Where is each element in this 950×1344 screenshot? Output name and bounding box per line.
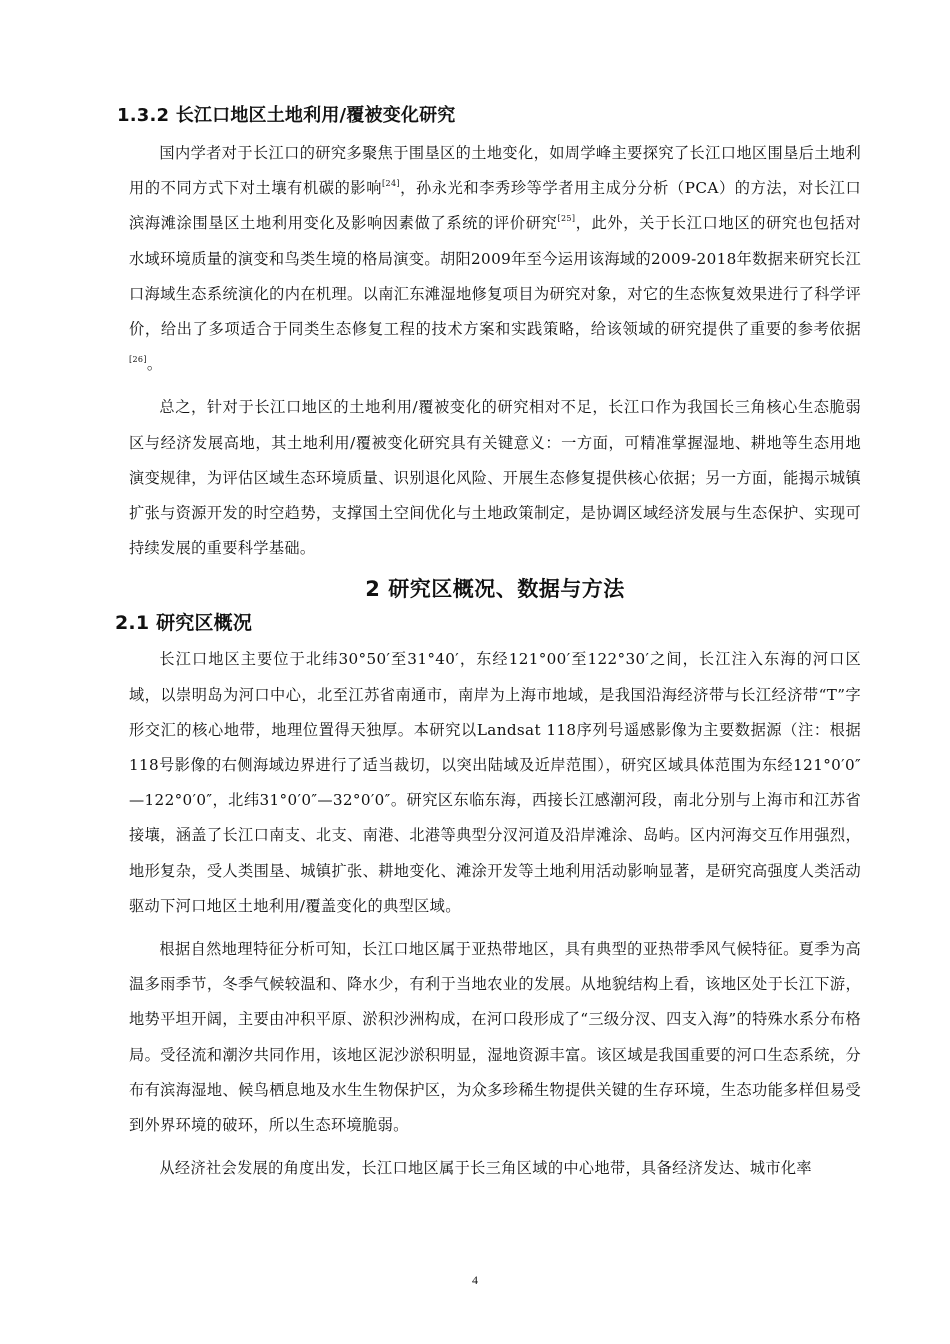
paragraph-text: 国内学者对于长江口的研究多聚焦于围垦区的土地变化，如周学峰主要探究了长江口地区围垦后土地利用的不同方式下对土壤有机碳的影响 xyxy=(129,144,861,198)
paragraph-socioeconomic: 从经济社会发展的角度出发，长江口地区属于长三角区域的中心地带，具备经济发达、城市化率 xyxy=(159,1159,812,1178)
page-number: 4 xyxy=(472,1273,478,1287)
paragraph-text: ，孙永光和李秀珍等学者用主成分分析（PCA）的方法，对长江口滨海滩涂围垦区土地利用变化及影响因素做了系统的评价研究 xyxy=(129,179,862,233)
citation-26[interactable]: [26] xyxy=(129,355,147,365)
chapter-heading: 2 研究区概况、数据与方法 xyxy=(365,577,625,602)
subsection-heading: 1.3.2 长江口地区土地利用/覆被变化研究 xyxy=(117,105,456,126)
citation-25[interactable]: [25] xyxy=(557,214,576,224)
page-content xyxy=(115,102,862,1194)
section-heading: 2.1 研究区概况 xyxy=(115,612,253,635)
paragraph-summary: 总之，针对于长江口地区的土地利用/覆被变化的研究相对不足，长江口作为我国长三角核心生态脆弱区与经济发展高地，其土地利用/覆被变化研究具有关键意义：一方面，可精准掌握湿地、耕地等生态用地演变规律，为评估区域生态环境质量、识别退化风险、开展生态修复提供核心依据；另一方面，能揭示城镇扩张与资源开发的时空趋势，支撑国土空间优化与土地政策制定，是协调区域经济发展与生态保护、实现可持续发展的重要科学基础。 xyxy=(129,398,861,558)
paragraph-natural-geography: 根据自然地理特征分析可知，长江口地区属于亚热带地区，具有典型的亚热带季风气候特征。夏季为高温多雨季节，冬季气候较温和、降水少，有利于当地农业的发展。从地貌结构上看，该地区处于长江下游，地势平坦开阔，主要由冲积平原、淤积沙洲构成，在河口段形成了“三级分汊、四支入海”的特殊水系分布格局。受径流和潮汐共同作用，该地区泥沙淤积明显，湿地资源丰富。该区域是我国重要的河口生态系统，分布有滨海湿地、候鸟栖息地及水生生物保护区，为众多珍稀生物提供关键的生存环境，生态功能多样但易受到外界环境的破环，所以生态环境脆弱。 xyxy=(129,940,861,1135)
paragraph-text: 。 xyxy=(146,355,163,374)
paragraph-study-area-location: 长江口地区主要位于北纬30°50′至31°40′，东经121°00′至122°30′之间，长江注入东海的河口区域，以崇明岛为河口中心，北至江苏省南通市，南岸为上海市地域，是我国沿海经济带与长江经济带“T”字形交汇的核心地带，地理位置得天独厚。本研究以Landsat 118序列号遥感影像为主要数据源（注：根据118号影像的右侧海域边界进行了适当裁切，以突出陆域及近岸范围），研究区域具体范围为东经121°0′0″—122°0′0″，北纬31°0′0″—32°0′0″。研究区东临东海，西接长江感潮河段，南北分别与上海市和江苏省接壤，涵盖了长江口南支、北支、南港、北港等典型分汊河道及沿岸滩涂、岛屿。区内河海交互作用强烈，地形复杂，受人类围垦、城镇扩张、耕地变化、滩涂开发等土地利用活动影响显著，是研究高强度人类活动驱动下河口地区土地利用/覆盖变化的典型区域。 xyxy=(129,650,861,915)
paragraph-text: ，此外，关于长江口地区的研究也包括对水域环境质量的演变和鸟类生境的格局演变。胡阳2009年至今运用该海域的2009-2018年数据来研究长江口海域生态系统演化的内在机理。以南汇东滩湿地修复项目为研究对象，对它的生态恢复效果进行了科学评价，给出了多项适合于同类生态修复工程的技术方案和实践策略，给该领域的研究提供了重要的参考依据 xyxy=(129,214,861,339)
paragraph-literature-review xyxy=(129,136,861,382)
citation-24[interactable]: [24] xyxy=(382,179,400,189)
